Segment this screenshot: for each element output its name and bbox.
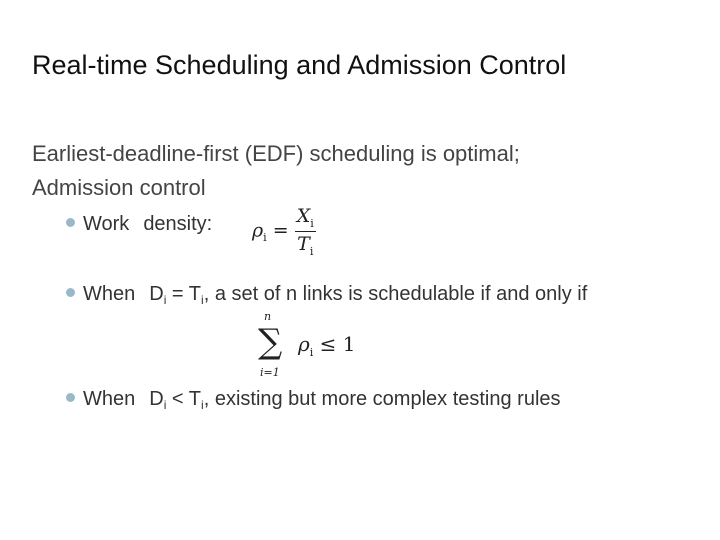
bullet-mid: = T — [166, 283, 202, 305]
main-line-2: Admission control — [32, 175, 206, 200]
bullet-d-sub: i — [163, 293, 167, 307]
formula-sigma-icon: ∑ — [258, 322, 283, 362]
formula-fraction — [295, 205, 316, 258]
bullet-complex-rules — [66, 388, 561, 412]
formula-sum-upper: n — [264, 310, 272, 323]
bullet-text: , existing but more complex testing rules — [203, 388, 561, 410]
bullet-work-density — [66, 213, 212, 236]
formula-numerator: X — [296, 205, 311, 227]
formula-denominator-sub: i — [309, 244, 314, 258]
formula-sum-term: $\rho_i \le 1$ — [298, 332, 356, 359]
bullet-dot-icon — [66, 218, 75, 227]
bullet-word: When — [83, 388, 136, 410]
formula-rho: ρ — [252, 219, 264, 242]
formula-equals: = — [272, 219, 289, 242]
formula-denominator: T — [297, 232, 310, 255]
slide-title: Real-time Scheduling and Admission Control — [32, 50, 567, 80]
bullet-dot-icon — [66, 288, 75, 297]
formula-sum-lower: i=1 — [260, 366, 280, 379]
bullet-d: D — [149, 283, 164, 305]
bullet-word: Work — [83, 213, 130, 235]
bullet-word: When — [83, 283, 136, 305]
bullet-d: D — [149, 388, 164, 410]
bullet-t-sub: i — [201, 398, 204, 412]
bullet-text: density: — [143, 213, 213, 235]
formula-sum — [258, 312, 368, 382]
bullet-mid: < T — [166, 388, 202, 410]
bullet-schedulable — [66, 283, 587, 307]
main-line-1: Earliest-deadline-first (EDF) scheduling is optimal; — [32, 141, 520, 166]
formula-work-density — [252, 205, 316, 258]
bullet-text: , a set of n links is schedulable if and only if — [203, 283, 588, 305]
formula-sum-relation: ≤ 1 — [319, 332, 356, 356]
bullet-d-sub: i — [163, 398, 167, 412]
formula-numerator-sub: i — [310, 216, 314, 230]
main-text — [32, 137, 520, 205]
bullet-dot-icon — [66, 393, 75, 402]
bullet-t-sub: i — [201, 293, 204, 307]
formula-rho-sub: i — [263, 231, 267, 245]
